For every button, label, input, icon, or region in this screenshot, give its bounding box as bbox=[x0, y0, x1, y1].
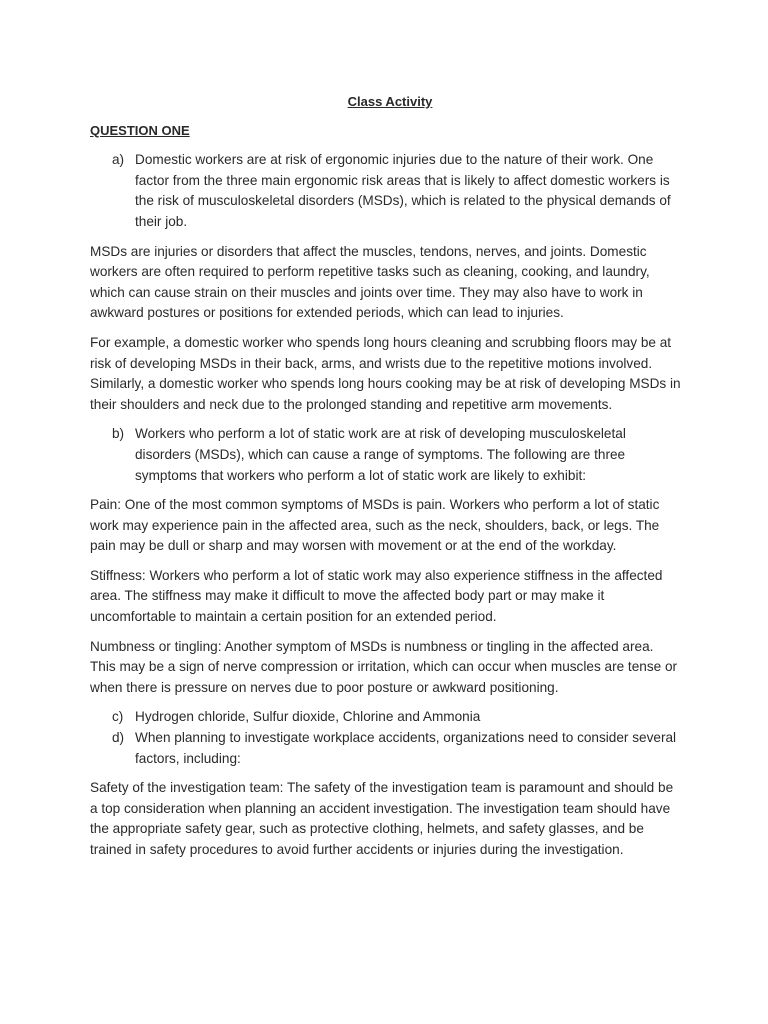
document-title: Class Activity bbox=[347, 94, 433, 109]
paragraph-example: For example, a domestic worker who spends long hours cleaning and scrubbing floors may be at risk of developing MSDs in their back, arms, and wrists due to the repetitive motions involved. Similarly, a domestic worker who spends long hours cooking may be at risk of developing MSDs in their shoulders and neck due to the prolonged standing and repetitive arm movements. bbox=[90, 334, 681, 412]
list-item-a bbox=[90, 150, 682, 232]
list-marker-a: a) bbox=[112, 152, 125, 168]
list-item-b-text: Workers who perform a lot of static work are at risk of developing musculoskeletal disorders (MSDs), which can cause a range of symptoms. The following are three symptoms that workers who perform a lot of static work are likely to exhibit: bbox=[135, 426, 626, 483]
paragraph-safety: Safety of the investigation team: The safety of the investigation team is paramount and should be a top consideration when planning an accident investigation. The investigation team should have the appropriate safety gear, such as protective clothing, helmets, and safety glasses, and be trained in safety procedures to avoid further accidents or injuries during the investigation. bbox=[90, 780, 674, 857]
list-item-d-text: When planning to investigate workplace accidents, organizations need to consider several factors, including: bbox=[135, 730, 677, 766]
list-item-a-text: Domestic workers are at risk of ergonomic injuries due to the nature of their work. One factor from the three main ergonomic risk areas that is likely to affect domestic workers is the risk of musculoskeletal disorders (MSDs), which is related to the physical demands of their job. bbox=[135, 152, 671, 229]
paragraph-msds: MSDs are injuries or disorders that affect the muscles, tendons, nerves, and joints. Domestic workers are often required to perform repetitive tasks such as cleaning, cooking, and laundry, which can cause strain on their muscles and joints over time. They may also have to work in awkward postures or positions for extended periods, which can lead to injuries. bbox=[90, 243, 650, 321]
list-marker-b: b) bbox=[112, 426, 125, 442]
list-item-b bbox=[90, 424, 682, 486]
paragraph-pain: Pain: One of the most common symptoms of MSDs is pain. Workers who perform a lot of static work may experience pain in the affected area, such as the neck, shoulders, back, or legs. The pain may be dull or sharp and may worsen with movement or at the end of the workday. bbox=[90, 497, 660, 554]
list-marker-c: c) bbox=[112, 709, 124, 725]
paragraph-stiffness: Stiffness: Workers who perform a lot of static work may also experience stiffness in the affected area. The stiffness may make it difficult to move the affected body part or may make it uncomfortable to maintain a certain position for an extended period. bbox=[90, 567, 663, 625]
document-page bbox=[90, 92, 682, 870]
list-item-d bbox=[90, 728, 682, 769]
list-marker-d: d) bbox=[112, 730, 125, 746]
list-item-c-text: Hydrogen chloride, Sulfur dioxide, Chlorine and Ammonia bbox=[135, 709, 481, 725]
question-heading: QUESTION ONE bbox=[90, 122, 190, 138]
paragraph-numbness: Numbness or tingling: Another symptom of MSDs is numbness or tingling in the affected area. This may be a sign of nerve compression or irritation, which can occur when muscles are tense or when there is pressure on nerves due to poor posture or awkward positioning. bbox=[90, 638, 678, 695]
list-item-c bbox=[90, 707, 682, 728]
